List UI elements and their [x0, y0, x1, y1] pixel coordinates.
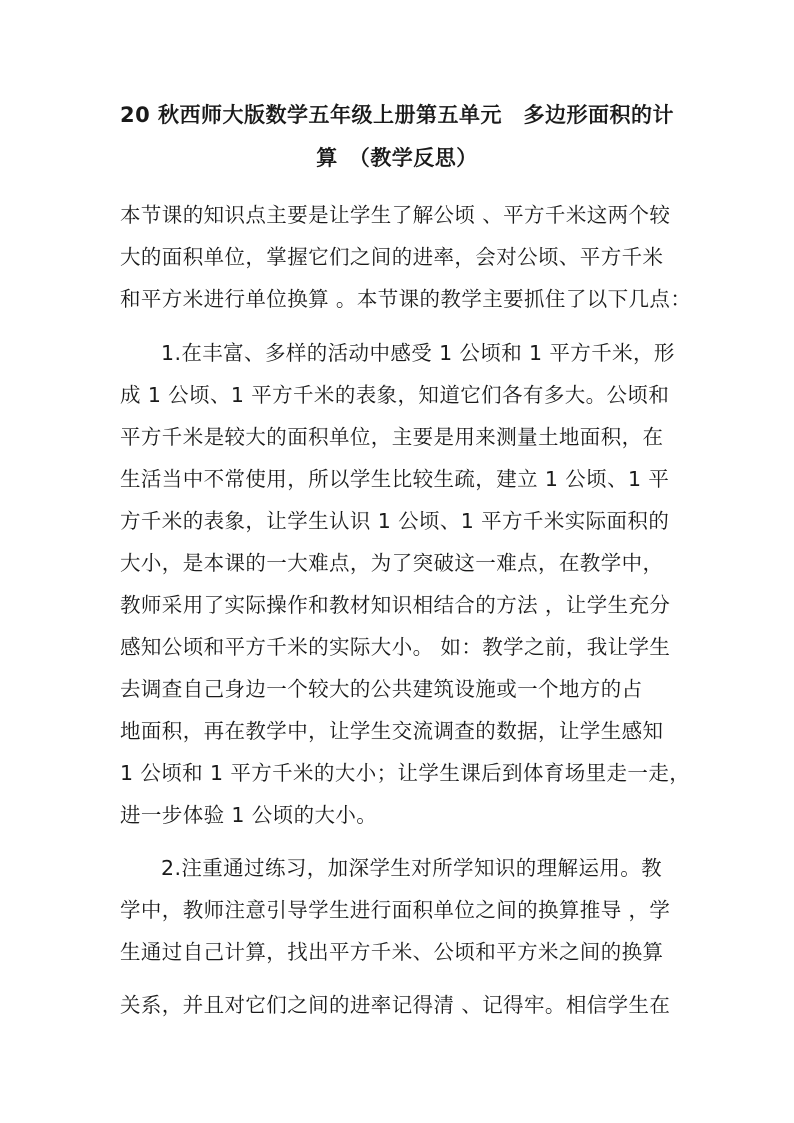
body-text-line: 大小，是本课的一大难点，为了突破这一难点，在教学中， [120, 551, 664, 575]
body-text-line: 平方千米是较大的面积单位，主要是用来测量土地面积，在 [120, 425, 664, 449]
body-text-line: 去调查自己身边一个较大的公共建筑设施或一个地方的占 [120, 677, 643, 701]
body-text-line: 进一步体验 1 公顷的大小。 [120, 803, 378, 827]
body-text-line: 关系，并且对它们之间的进率记得清 、记得牢。相信学生在 [120, 993, 671, 1017]
body-text-line: 方千米的表象，让学生认识 1 公顷、1 平方千米实际面积的 [120, 509, 670, 533]
document-title-line-2: 算 （教学反思） [316, 146, 478, 170]
body-text-line: 大的面积单位，掌握它们之间的进率，会对公顷、平方千米 [120, 245, 664, 269]
body-text-line: 2.注重通过练习，加深学生对所学知识的理解运用。教 [161, 856, 663, 880]
body-text-line: 生活当中不常使用，所以学生比较生疏，建立 1 公顷、1 平 [120, 467, 670, 491]
body-text-line: 感知公顷和平方千米的实际大小。 如：教学之前，我让学生 [120, 635, 671, 659]
body-text-line: 成 1 公顷、1 平方千米的表象，知道它们各有多大。公顷和 [120, 383, 670, 407]
body-text-line: 地面积，再在教学中，让学生交流调查的数据，让学生感知 [120, 719, 664, 743]
body-text-line: 教师采用了实际操作和教材知识相结合的方法 ，让学生充分 [120, 593, 671, 617]
document-title-line-1: 20 秋西师大版数学五年级上册第五单元 多边形面积的计 [119, 103, 675, 127]
body-text-line: 和平方米进行单位换算 。本节课的教学主要抓住了以下几点： [120, 287, 692, 311]
body-text-line: 生通过自己计算，找出平方千米、公顷和平方米之间的换算 [120, 940, 664, 964]
body-text-line: 本节课的知识点主要是让学生了解公顷 、平方千米这两个较 [120, 203, 671, 227]
body-text-line: 1 公顷和 1 平方千米的大小；让学生课后到体育场里走一走， [120, 761, 691, 785]
body-text-line: 学中，教师注意引导学生进行面积单位之间的换算推导 ，学 [120, 898, 671, 922]
body-text-line: 1.在丰富、多样的活动中感受 1 公顷和 1 平方千米，形 [161, 341, 675, 365]
